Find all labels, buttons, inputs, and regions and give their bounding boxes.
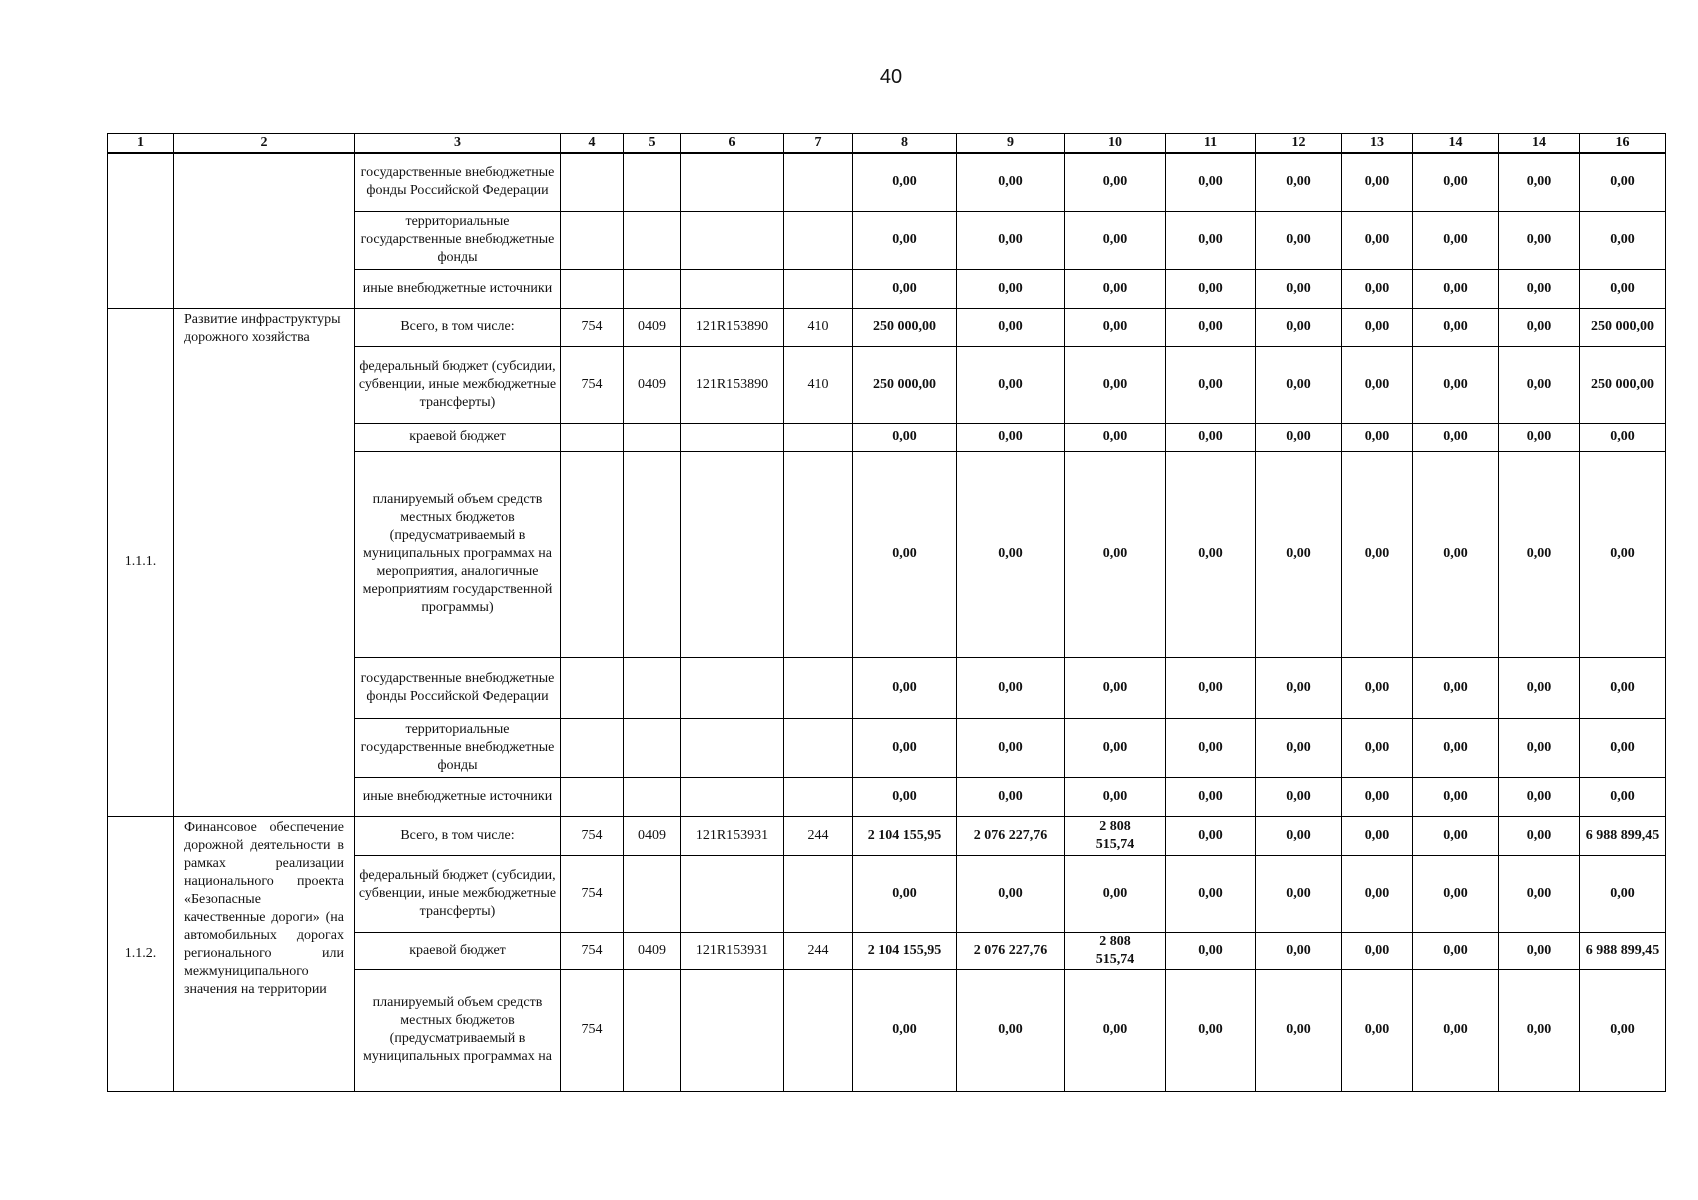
header-cell: 14 [1499,134,1580,154]
code-cell [561,153,624,211]
code-cell [784,718,853,777]
value-cell: 0,00 [1499,969,1580,1091]
value-cell: 0,00 [1499,346,1580,423]
code-cell [561,657,624,718]
code-cell [784,855,853,932]
value-cell: 0,00 [1166,657,1256,718]
value-cell: 0,00 [1065,423,1166,451]
value-cell: 0,00 [957,308,1065,346]
source-cell: краевой бюджет [355,423,561,451]
code-cell [624,423,681,451]
value-cell: 0,00 [853,969,957,1091]
value-cell: 0,00 [1342,451,1413,657]
value-cell: 0,00 [1166,932,1256,969]
value-cell: 250 000,00 [1580,308,1666,346]
value-cell: 250 000,00 [853,346,957,423]
value-cell: 0,00 [957,211,1065,269]
value-cell: 0,00 [957,269,1065,308]
value-cell: 0,00 [1580,777,1666,816]
value-cell: 0,00 [1065,346,1166,423]
header-row [108,134,1666,154]
code-cell: 0409 [624,308,681,346]
code-cell [561,269,624,308]
value-cell: 0,00 [957,451,1065,657]
section-number: 1.1.1. [108,308,174,816]
value-cell: 0,00 [1065,451,1166,657]
source-cell: краевой бюджет [355,932,561,969]
value-cell: 0,00 [957,657,1065,718]
table-row [108,153,1666,211]
value-cell: 0,00 [1256,269,1342,308]
code-cell [681,211,784,269]
value-cell: 0,00 [1580,153,1666,211]
value-cell: 0,00 [1580,423,1666,451]
value-cell: 0,00 [1065,718,1166,777]
code-cell [624,657,681,718]
value-cell: 0,00 [1413,269,1499,308]
code-cell [624,269,681,308]
code-cell [561,777,624,816]
header-cell: 10 [1065,134,1166,154]
header-cell: 16 [1580,134,1666,154]
code-cell: 754 [561,969,624,1091]
header-cell: 3 [355,134,561,154]
value-cell: 0,00 [853,657,957,718]
code-cell [624,718,681,777]
value-cell: 0,00 [1166,423,1256,451]
header-cell: 4 [561,134,624,154]
value-cell: 0,00 [1580,718,1666,777]
value-cell: 0,00 [853,153,957,211]
value-cell: 0,00 [1065,657,1166,718]
value-cell: 0,00 [1256,718,1342,777]
value-cell: 0,00 [957,855,1065,932]
code-cell [681,718,784,777]
value-cell: 0,00 [853,855,957,932]
value-cell: 0,00 [1256,423,1342,451]
value-cell: 0,00 [1256,451,1342,657]
code-cell [561,451,624,657]
value-cell: 6 988 899,45 [1580,816,1666,855]
source-cell: государственные внебюджетные фонды Российской Федерации [355,657,561,718]
code-cell [681,451,784,657]
value-cell: 0,00 [957,346,1065,423]
value-cell: 0,00 [1499,718,1580,777]
source-cell: государственные внебюджетные фонды Российской Федерации [355,153,561,211]
value-cell: 0,00 [1342,423,1413,451]
code-cell [561,718,624,777]
value-cell: 0,00 [853,211,957,269]
value-cell: 0,00 [1413,308,1499,346]
value-cell: 0,00 [853,451,957,657]
header-cell: 12 [1256,134,1342,154]
value-cell: 0,00 [853,269,957,308]
value-cell: 0,00 [1065,269,1166,308]
value-cell: 0,00 [1065,969,1166,1091]
value-cell: 0,00 [1065,153,1166,211]
code-cell: 410 [784,308,853,346]
value-cell: 0,00 [1065,308,1166,346]
header-cell: 5 [624,134,681,154]
code-cell [624,451,681,657]
value-cell: 0,00 [1413,777,1499,816]
header-cell: 1 [108,134,174,154]
value-cell: 0,00 [1256,657,1342,718]
code-cell: 754 [561,346,624,423]
value-cell: 0,00 [1413,423,1499,451]
value-cell: 0,00 [1166,718,1256,777]
value-cell: 2 076 227,76 [957,816,1065,855]
value-cell: 0,00 [1256,777,1342,816]
code-cell [784,269,853,308]
value-cell: 0,00 [1413,816,1499,855]
code-cell: 754 [561,932,624,969]
source-cell: федеральный бюджет (субсидии, субвенции, иные межбюджетные трансферты) [355,855,561,932]
value-cell: 0,00 [1166,346,1256,423]
value-cell: 0,00 [1413,346,1499,423]
value-cell: 0,00 [1580,211,1666,269]
code-cell: 121R153931 [681,932,784,969]
source-cell: территориальные государственные внебюджетные фонды [355,718,561,777]
value-cell: 0,00 [1342,308,1413,346]
value-cell: 0,00 [1166,269,1256,308]
code-cell: 754 [561,308,624,346]
value-cell: 0,00 [1342,269,1413,308]
code-cell [784,777,853,816]
code-cell [561,423,624,451]
value-cell: 0,00 [1499,308,1580,346]
code-cell [784,153,853,211]
code-cell [681,855,784,932]
code-cell [624,969,681,1091]
value-cell: 0,00 [957,969,1065,1091]
value-cell: 0,00 [1580,451,1666,657]
value-cell: 0,00 [1342,932,1413,969]
value-cell: 0,00 [1256,969,1342,1091]
value-cell: 0,00 [957,423,1065,451]
code-cell: 0409 [624,346,681,423]
value-cell: 0,00 [1580,657,1666,718]
value-cell: 0,00 [1166,211,1256,269]
code-cell [681,657,784,718]
value-cell: 0,00 [1166,308,1256,346]
code-cell: 0409 [624,816,681,855]
header-cell: 11 [1166,134,1256,154]
code-cell [624,855,681,932]
value-cell: 0,00 [1256,153,1342,211]
value-cell: 0,00 [1499,153,1580,211]
value-cell: 0,00 [1342,211,1413,269]
value-cell: 0,00 [1256,308,1342,346]
source-cell: планируемый объем средств местных бюджетов (предусматриваемый в муниципальных программах на [355,969,561,1091]
source-cell: иные внебюджетные источники [355,777,561,816]
value-cell: 0,00 [1499,269,1580,308]
section-name-cell [174,153,355,308]
value-cell: 0,00 [1580,969,1666,1091]
value-cell: 2 808 515,74 [1065,932,1166,969]
code-cell: 754 [561,816,624,855]
value-cell: 250 000,00 [853,308,957,346]
table-row [108,308,1666,346]
value-cell: 0,00 [957,153,1065,211]
page-number: 40 [879,66,903,88]
code-cell [681,269,784,308]
value-cell: 0,00 [1580,855,1666,932]
value-cell: 2 104 155,95 [853,816,957,855]
value-cell: 0,00 [853,777,957,816]
code-cell: 754 [561,855,624,932]
code-cell: 121R153890 [681,346,784,423]
code-cell [784,657,853,718]
value-cell: 0,00 [853,423,957,451]
section-name: Финансовое обеспечение дорожной деятельности в рамках реализации национального проекта «Безопасные качественные дороги» (на автомобильных дорогах регионального или межмуниципального значения на территории [174,816,355,1091]
value-cell: 0,00 [957,718,1065,777]
value-cell: 0,00 [1499,777,1580,816]
value-cell: 0,00 [1499,657,1580,718]
code-cell [681,423,784,451]
code-cell: 121R153890 [681,308,784,346]
value-cell: 0,00 [1499,855,1580,932]
value-cell: 0,00 [957,777,1065,816]
value-cell: 0,00 [1166,855,1256,932]
header-cell: 13 [1342,134,1413,154]
table-row [108,816,1666,855]
value-cell: 0,00 [1413,932,1499,969]
code-cell [624,153,681,211]
code-cell: 244 [784,932,853,969]
value-cell: 0,00 [853,718,957,777]
value-cell: 0,00 [1342,718,1413,777]
value-cell: 0,00 [1256,211,1342,269]
value-cell: 0,00 [1166,816,1256,855]
value-cell: 0,00 [1256,346,1342,423]
value-cell: 0,00 [1256,855,1342,932]
code-cell: 244 [784,816,853,855]
value-cell: 0,00 [1166,153,1256,211]
code-cell [561,211,624,269]
code-cell [624,211,681,269]
code-cell [784,451,853,657]
value-cell: 0,00 [1342,969,1413,1091]
value-cell: 0,00 [1342,657,1413,718]
value-cell: 0,00 [1256,932,1342,969]
value-cell: 0,00 [1499,211,1580,269]
source-cell: территориальные государственные внебюджетные фонды [355,211,561,269]
source-cell: Всего, в том числе: [355,816,561,855]
value-cell: 2 076 227,76 [957,932,1065,969]
section-number: 1.1.2. [108,816,174,1091]
header-cell: 14 [1413,134,1499,154]
value-cell: 0,00 [1499,816,1580,855]
value-cell: 0,00 [1065,211,1166,269]
value-cell: 2 104 155,95 [853,932,957,969]
value-cell: 0,00 [1166,777,1256,816]
value-cell: 0,00 [1413,153,1499,211]
value-cell: 0,00 [1166,451,1256,657]
value-cell: 0,00 [1499,423,1580,451]
value-cell: 0,00 [1342,346,1413,423]
code-cell [784,423,853,451]
code-cell [681,969,784,1091]
value-cell: 0,00 [1413,969,1499,1091]
value-cell: 0,00 [1413,718,1499,777]
code-cell: 0409 [624,932,681,969]
source-cell: планируемый объем средств местных бюджетов (предусматриваемый в муниципальных программах на мероприятия, аналогичные мероприятиям государственной программы) [355,451,561,657]
code-cell [784,211,853,269]
value-cell: 250 000,00 [1580,346,1666,423]
code-cell [681,153,784,211]
header-cell: 6 [681,134,784,154]
value-cell: 0,00 [1413,451,1499,657]
header-cell: 9 [957,134,1065,154]
source-cell: федеральный бюджет (субсидии, субвенции, иные межбюджетные трансферты) [355,346,561,423]
value-cell: 0,00 [1580,269,1666,308]
value-cell: 0,00 [1256,816,1342,855]
value-cell: 0,00 [1065,855,1166,932]
value-cell: 0,00 [1413,657,1499,718]
section-name: Развитие инфраструктуры дорожного хозяйства [174,308,355,816]
code-cell [681,777,784,816]
value-cell: 0,00 [1342,855,1413,932]
value-cell: 0,00 [1413,855,1499,932]
value-cell: 0,00 [1499,932,1580,969]
header-cell: 2 [174,134,355,154]
source-cell: Всего, в том числе: [355,308,561,346]
value-cell: 0,00 [1342,153,1413,211]
value-cell: 0,00 [1065,777,1166,816]
value-cell: 6 988 899,45 [1580,932,1666,969]
code-cell: 121R153931 [681,816,784,855]
budget-table [107,133,1666,1092]
code-cell: 410 [784,346,853,423]
value-cell: 0,00 [1499,451,1580,657]
header-cell: 8 [853,134,957,154]
value-cell: 2 808 515,74 [1065,816,1166,855]
value-cell: 0,00 [1166,969,1256,1091]
value-cell: 0,00 [1413,211,1499,269]
source-cell: иные внебюджетные источники [355,269,561,308]
value-cell: 0,00 [1342,816,1413,855]
value-cell: 0,00 [1342,777,1413,816]
code-cell [784,969,853,1091]
code-cell [624,777,681,816]
header-cell: 7 [784,134,853,154]
section-number-cell [108,153,174,308]
